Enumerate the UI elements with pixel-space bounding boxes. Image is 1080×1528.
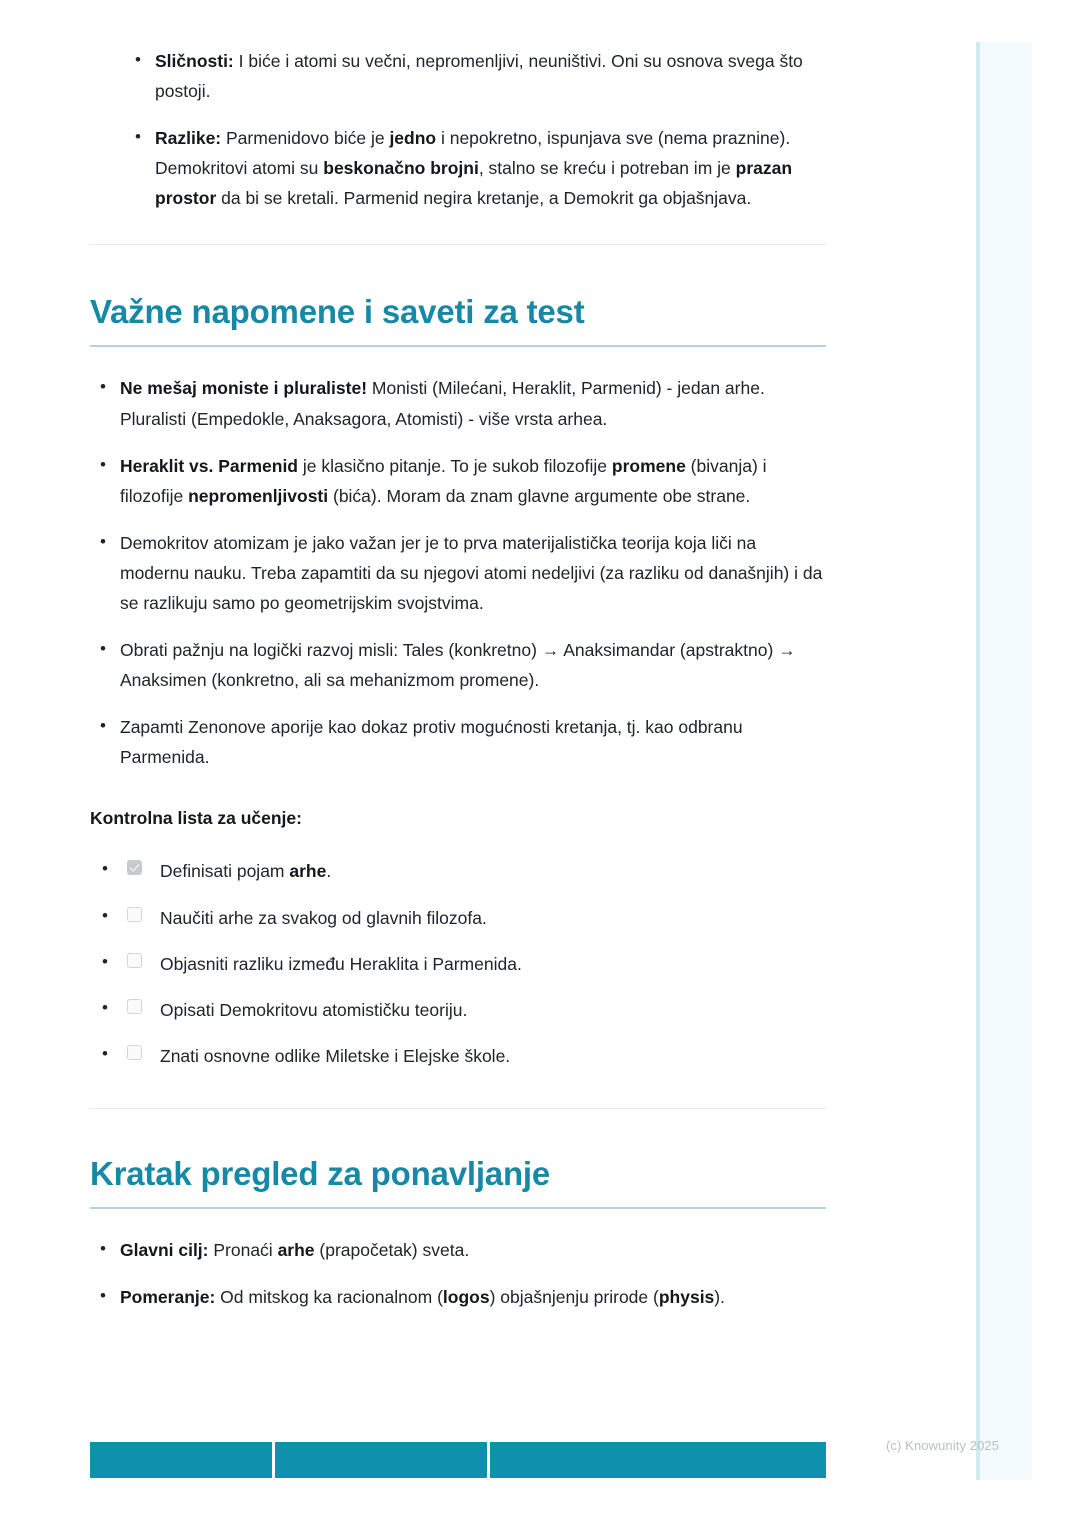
emphasis-text: physis [658, 1286, 715, 1307]
emphasis-text: logos [442, 1286, 490, 1307]
body-text: Od mitskog ka racionalnom ( [215, 1286, 443, 1307]
body-text: Monisti (Milećani, Heraklit, Parmenid) - jedan arhe. Pluralisti (Empedokle, Anaksagora, Atomisti) - više vrsta arhea. [120, 378, 765, 429]
checklist-item[interactable] [90, 858, 826, 884]
body-text: (prapočetak) sveta. [314, 1239, 470, 1260]
table-header-row [90, 1442, 826, 1478]
body-text: Obrati pažnju na logički razvoj misli: Tales (konkretno) → Anaksimandar (apstraktno) → Anaksimen (konkretno, ali sa mehanizmom promene). [120, 640, 796, 691]
list-item [90, 451, 826, 511]
emphasis-text: arhe [277, 1239, 315, 1260]
body-text: Opisati Demokritovu atomističku teoriju. [160, 1000, 468, 1021]
bullet-lead: Pomeranje: [120, 1286, 216, 1307]
checkbox-unchecked-icon[interactable] [127, 1045, 142, 1060]
comparison-bullet-list [90, 46, 826, 213]
body-text: ). [714, 1286, 725, 1307]
copyright-watermark: (c) Knowunity 2025 [886, 1438, 1000, 1453]
bullet-lead: Sličnosti: [155, 51, 234, 71]
list-item [90, 123, 826, 213]
body-text: Demokritov atomizam je jako važan jer je to prva materijalistička teorija koja liči na modernu nauku. Treba zapamtiti da su njegovi atomi nedeljivi (za razliku od današnjih) i da se razlikuju samo po geometrijskim svojstvima. [120, 532, 823, 613]
bullet-lead: Ne mešaj moniste i pluraliste! [120, 378, 368, 399]
body-text: Znati osnovne odlike Miletske i Elejske škole. [160, 1046, 511, 1067]
checklist-item-label [160, 1046, 510, 1066]
emphasis-text: prazan prostor [155, 158, 793, 209]
study-checklist [90, 858, 826, 1069]
list-item [90, 1235, 826, 1265]
list-item [90, 712, 826, 772]
checkbox-unchecked-icon[interactable] [127, 953, 142, 968]
checklist-item[interactable] [90, 905, 826, 931]
checklist-item-label [160, 1000, 467, 1020]
table-header-cell-3[interactable] [490, 1442, 826, 1478]
body-text: , stalno se kreću i potreban im je [478, 158, 736, 179]
body-text: . [326, 861, 332, 882]
body-text: i nepokretno, ispunjava sve (nema praznine). Demokritovi atomi su [155, 128, 791, 179]
body-text: da bi se kretali. Parmenid negira kretanje, a Demokrit ga objašnjava. [216, 188, 752, 209]
body-text: (bivanja) i filozofije [120, 455, 767, 506]
checklist-item-label [160, 861, 331, 881]
body-text: Zapamti Zenonove aporije kao dokaz protiv mogućnosti kretanja, tj. kao odbranu Parmenida. [120, 717, 743, 768]
body-text: I biće i atomi su večni, nepromenljivi, neuništivi. Oni su osnova svega što postoji. [155, 51, 803, 102]
body-text: Objasniti razliku između Heraklita i Parmenida. [160, 953, 522, 974]
body-text: Parmenidovo biće je [221, 128, 390, 149]
list-item [90, 46, 826, 106]
body-text: je klasično pitanje. To je sukob filozofije [298, 455, 612, 476]
emphasis-text: beskonačno brojni [323, 158, 479, 179]
section-title-tips: Važne napomene i saveti za test [90, 293, 585, 331]
list-item [90, 1282, 826, 1312]
bullet-lead: Glavni cilj: [120, 1239, 209, 1260]
content-column [90, 0, 826, 1329]
checklist-item[interactable] [90, 1043, 826, 1069]
body-text: Definisati pojam [160, 861, 290, 882]
bullet-lead: Heraklit vs. Parmenid [120, 455, 298, 476]
list-item [90, 635, 826, 695]
checklist-item[interactable] [90, 951, 826, 977]
body-text: (bića). Moram da znam glavne argumente obe strane. [328, 485, 751, 506]
list-item [90, 373, 826, 433]
body-text: Naučiti arhe za svakog od glavnih filozofa. [160, 907, 487, 928]
review-bullet-list [90, 1235, 826, 1312]
checkbox-unchecked-icon[interactable] [127, 999, 142, 1014]
bullet-lead: Razlike: [155, 128, 222, 149]
list-item [90, 528, 826, 618]
checkbox-checked-icon[interactable] [127, 860, 142, 875]
tips-bullet-list [90, 373, 826, 772]
checklist-item-label [160, 954, 522, 974]
table-header-cell-2[interactable] [275, 1442, 487, 1478]
emphasis-text: jedno [389, 128, 437, 149]
body-text: Pronaći [208, 1239, 278, 1260]
checklist-item[interactable] [90, 997, 826, 1023]
checkbox-unchecked-icon[interactable] [127, 907, 142, 922]
body-text: ) objašnjenju prirode ( [489, 1286, 659, 1307]
emphasis-text: arhe [289, 861, 327, 882]
checklist-item-label [160, 908, 487, 928]
checklist-heading: Kontrolna lista za učenje: [90, 808, 302, 829]
section-title-review: Kratak pregled za ponavljanje [90, 1154, 551, 1192]
table-header-cell-1[interactable] [90, 1442, 272, 1478]
emphasis-text: nepromenljivosti [188, 485, 329, 506]
emphasis-text: promene [611, 455, 686, 476]
right-side-panel [976, 42, 1032, 1480]
